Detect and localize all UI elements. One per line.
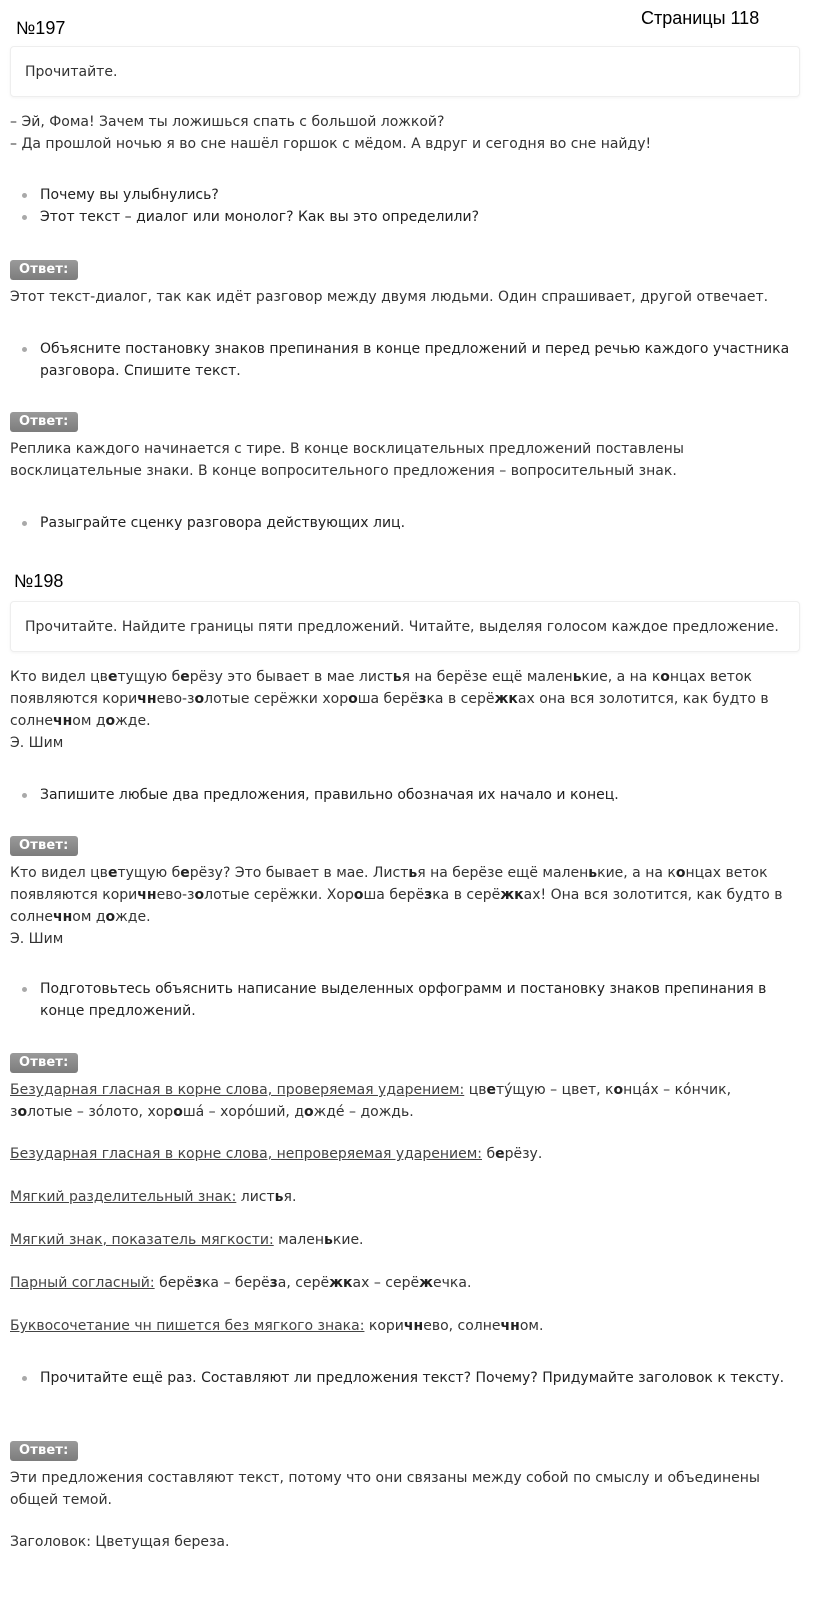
rule-3: Мягкий разделительный знак: листья. xyxy=(10,1189,297,1205)
question-text: Этот текст – диалог или монолог? Как вы это определили? xyxy=(40,209,480,225)
answer-badge: Ответ: xyxy=(10,260,78,280)
rule-title: Буквосочетание чн пишется без мягкого знака: xyxy=(10,1318,365,1334)
answer-badge: Ответ: xyxy=(10,412,78,432)
exercise-197-question-2 xyxy=(10,338,800,382)
exercise-197-task-card xyxy=(10,46,800,97)
answer-badge: Ответ: xyxy=(10,1053,78,1073)
exercise-198-question-1 xyxy=(10,784,800,806)
rule-5: Парный согласный: берёзка – берёза, серёжках – серёжечка. xyxy=(10,1275,472,1291)
bullet-icon xyxy=(22,1376,27,1381)
rule-title: Мягкий разделительный знак: xyxy=(10,1189,237,1205)
exercise-197-answer-1: Этот текст-диалог, так как идёт разговор между двумя людьми. Один спрашивает, другой отвечает. xyxy=(10,289,769,305)
rule-title: Мягкий знак, показатель мягкости: xyxy=(10,1232,274,1248)
exercise-198-text xyxy=(10,666,800,754)
rule-title: Безударная гласная в корне слова, проверяемая ударением: xyxy=(10,1082,465,1098)
rule-title: Парный согласный: xyxy=(10,1275,155,1291)
answer-text: Кто видел цветущую берёзу? Это бывает в мае. Листья на берёзе ещё маленькие, а на концах веток появляются коричнево-золотые серёжки. Хороша берёзка в серёжках! Она вся золотится, как будто в солнечном дожде. xyxy=(10,865,783,925)
question-text: Прочитайте ещё раз. Составляют ли предложения текст? Почему? Придумайте заголовок к тексту. xyxy=(40,1370,785,1386)
bullet-icon xyxy=(22,193,27,198)
answer-badge: Ответ: xyxy=(10,836,78,856)
exercise-198-number: №198 xyxy=(14,571,64,591)
exercise-197-dialog xyxy=(10,111,800,155)
source-text: Кто видел цветущую берёзу это бывает в мае листья на берёзе ещё маленькие, а на концах веток появляются коричнево-золотые серёжки хороша берёзка в серёжках она вся золотится, как будто в солнечном дожде. xyxy=(10,669,769,729)
page-label: Страницы 118 xyxy=(641,8,760,28)
list-item xyxy=(10,1367,800,1389)
list-item xyxy=(10,206,800,228)
exercise-198-task: Прочитайте. Найдите границы пяти предложений. Читайте, выделяя голосом каждое предложение. xyxy=(25,618,779,635)
exercise-197-question-3 xyxy=(10,512,800,534)
exercise-198-answer-3: Эти предложения составляют текст, потому что они связаны между собой по смыслу и объединены общей темой. xyxy=(10,1470,760,1508)
rule-4: Мягкий знак, показатель мягкости: маленькие. xyxy=(10,1232,364,1248)
rule-1: Безударная гласная в корне слова, проверяемая ударением: цветýщую – цвет, концáх – кóнчик, золотые – зóлото, хорошá – хорóший, дождé – дождь. xyxy=(10,1082,732,1120)
text-author: Э. Шим xyxy=(10,735,64,751)
rule-2: Безударная гласная в корне слова, непроверяемая ударением: берёзу. xyxy=(10,1146,543,1162)
exercise-198-title-answer: Заголовок: Цветущая береза. xyxy=(10,1534,230,1550)
list-item xyxy=(10,338,800,382)
bullet-icon xyxy=(22,215,27,220)
list-item xyxy=(10,184,800,206)
question-text: Разыграйте сценку разговора действующих лиц. xyxy=(40,515,406,531)
text-author: Э. Шим xyxy=(10,931,64,947)
exercise-197-task: Прочитайте. xyxy=(25,63,118,80)
question-text: Почему вы улыбнулись? xyxy=(40,187,219,203)
exercise-197-answer-2: Реплика каждого начинается с тире. В конце восклицательных предложений поставлены восклицательные знаки. В конце вопросительного предложения – вопросительный знак. xyxy=(10,441,684,479)
bullet-icon xyxy=(22,347,27,352)
dialog-line: – Да прошлой ночью я во сне нашёл горшок с мёдом. А вдруг и сегодня во сне найду! xyxy=(10,136,652,152)
exercise-198-question-2 xyxy=(10,978,800,1022)
answer-badge: Ответ: xyxy=(10,1441,78,1461)
exercise-198-answer-1 xyxy=(10,862,800,950)
rule-6: Буквосочетание чн пишется без мягкого знака: коричнево, солнечном. xyxy=(10,1318,544,1334)
exercise-198-question-3 xyxy=(10,1367,800,1389)
exercise-198-task-card xyxy=(10,601,800,652)
list-item xyxy=(10,784,800,806)
question-text: Подготовьтесь объяснить написание выделенных орфограмм и постановку знаков препинания в конце предложений. xyxy=(40,981,767,1019)
question-text: Объясните постановку знаков препинания в конце предложений и перед речью каждого участника разговора. Спишите текст. xyxy=(40,341,790,379)
list-item xyxy=(10,978,800,1022)
bullet-icon xyxy=(22,793,27,798)
bullet-icon xyxy=(22,987,27,992)
exercise-197-questions xyxy=(10,184,800,228)
bullet-icon xyxy=(22,521,27,526)
rule-title: Безударная гласная в корне слова, непроверяемая ударением: xyxy=(10,1146,483,1162)
list-item xyxy=(10,512,800,534)
question-text: Запишите любые два предложения, правильно обозначая их начало и конец. xyxy=(40,787,619,803)
exercise-197-number: №197 xyxy=(16,18,66,38)
dialog-line: – Эй, Фома! Зачем ты ложишься спать с большой ложкой? xyxy=(10,114,445,130)
